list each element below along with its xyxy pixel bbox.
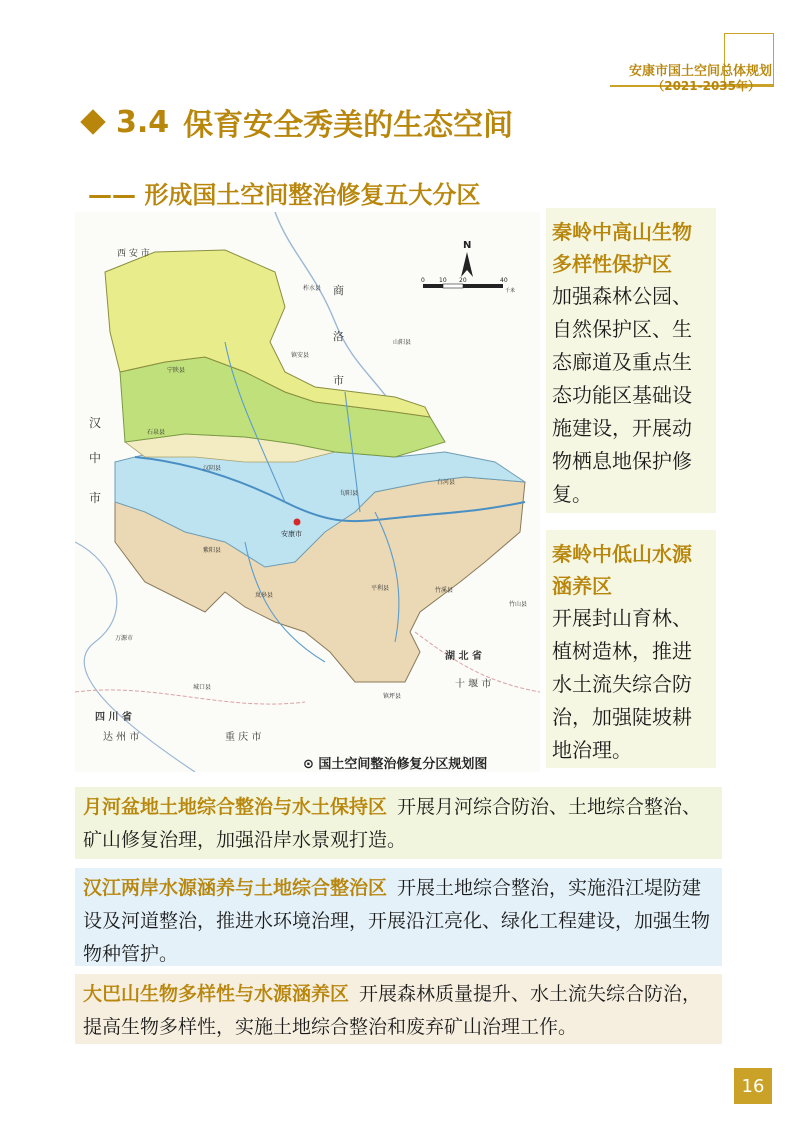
- zone-title: 秦岭中高山生物多样性保护区: [552, 220, 692, 276]
- map-caption: ⊙ 国土空间整治修复分区规划图: [303, 757, 488, 772]
- scale-20: 20: [459, 277, 467, 284]
- label-ziyang: 紫阳县: [203, 547, 222, 554]
- zone-description: 开展土地综合整治，实施沿江堤防建设及河道整治，推进水环境治理，开展沿江亮化、绿化工程建设，加强生物物种管护。: [83, 877, 711, 965]
- label-shangluo-3: 市: [333, 374, 344, 387]
- ankang-city-marker: [294, 519, 301, 526]
- label-hubei: 湖 北 省: [445, 651, 482, 662]
- zone-title: 大巴山生物多样性与水源涵养区: [83, 983, 350, 1005]
- zone-box-qinling-low: [546, 530, 716, 768]
- label-hanyin: 汉阴县: [203, 465, 222, 472]
- label-ankang: 安康市: [281, 530, 302, 538]
- section-heading: [78, 100, 513, 144]
- zone-description: 加强森林公园、自然保护区、生态廊道及重点生态功能区基础设施建设，开展动物栖息地保护修复。: [552, 284, 692, 506]
- label-wanyuan: 万源市: [115, 635, 134, 642]
- label-dazhou: 达 州 市: [103, 732, 140, 743]
- label-hanzhong-3: 市: [89, 491, 102, 505]
- section-title: 保育安全秀美的生态空间: [183, 108, 514, 143]
- zone-box-daba: [75, 974, 722, 1044]
- scale-40: 40: [500, 277, 508, 284]
- zone-box-hanjiang: [75, 868, 722, 966]
- label-hanzhong-2: 中: [89, 451, 102, 465]
- scale-unit: 千米: [505, 288, 516, 294]
- document-title: 安康市国土空间总体规划: [628, 64, 772, 79]
- label-chongqing: 重 庆 市: [225, 732, 262, 743]
- label-ningshan: 宁陕县: [167, 367, 186, 374]
- label-baihe: 白河县: [437, 479, 456, 486]
- zoning-map-svg: [75, 212, 540, 772]
- zone-description: 开展月河综合防治、土地综合整治、矿山修复治理，加强沿岸水景观打造。: [83, 796, 702, 851]
- label-pingli: 平利县: [371, 585, 390, 592]
- label-shangluo-2: 洛: [333, 330, 344, 343]
- label-zhashui: 柞水县: [303, 285, 322, 292]
- label-shiquan: 石泉县: [147, 429, 166, 436]
- label-xunyang: 旬阳县: [340, 490, 359, 497]
- label-zhenping: 镇坪县: [383, 693, 402, 700]
- document-period: （2021-2035年）: [652, 79, 760, 93]
- diamond-bullet-icon: [80, 109, 105, 134]
- label-shangluo-1: 商: [333, 284, 344, 297]
- label-shanyang: 山阳县: [393, 339, 412, 346]
- label-sichuan: 四 川 省: [95, 712, 132, 723]
- label-shiyan: 十 堰 市: [455, 679, 492, 690]
- page-number: 16: [734, 1068, 772, 1104]
- section-number: 3.4: [116, 104, 170, 140]
- zone-title: 月河盆地土地综合整治与水土保持区: [83, 796, 388, 818]
- label-langao: 岚皋县: [255, 592, 274, 599]
- scale-10: 10: [439, 277, 447, 284]
- label-xian: 西 安 市: [117, 249, 150, 259]
- zone-description: 开展森林质量提升、水土流失综合防治，提高生物多样性，实施土地综合整治和废弃矿山治理工作。: [83, 983, 702, 1038]
- label-zhenan: 镇安县: [291, 352, 310, 359]
- zone-box-qinling-high: [546, 208, 716, 513]
- zone-title: 秦岭中低山水源涵养区: [552, 542, 692, 598]
- zoning-map: [75, 212, 540, 772]
- north-label: N: [463, 240, 472, 251]
- zone-description: 开展封山育林、植树造林，推进水土流失综合防治，加强陡坡耕地治理。: [552, 606, 692, 762]
- scale-0: 0: [421, 277, 425, 284]
- zone-title: 汉江两岸水源涵养与土地综合整治区: [83, 877, 388, 899]
- label-hanzhong-1: 汉: [89, 416, 102, 430]
- label-zhushan: 竹山县: [509, 601, 528, 608]
- zone-box-yuehe: [75, 787, 722, 859]
- label-zhuxi: 竹溪县: [435, 587, 454, 594]
- label-chengkou: 城口县: [193, 684, 212, 691]
- section-subtitle: —— 形成国土空间整治修复五大分区: [88, 181, 481, 209]
